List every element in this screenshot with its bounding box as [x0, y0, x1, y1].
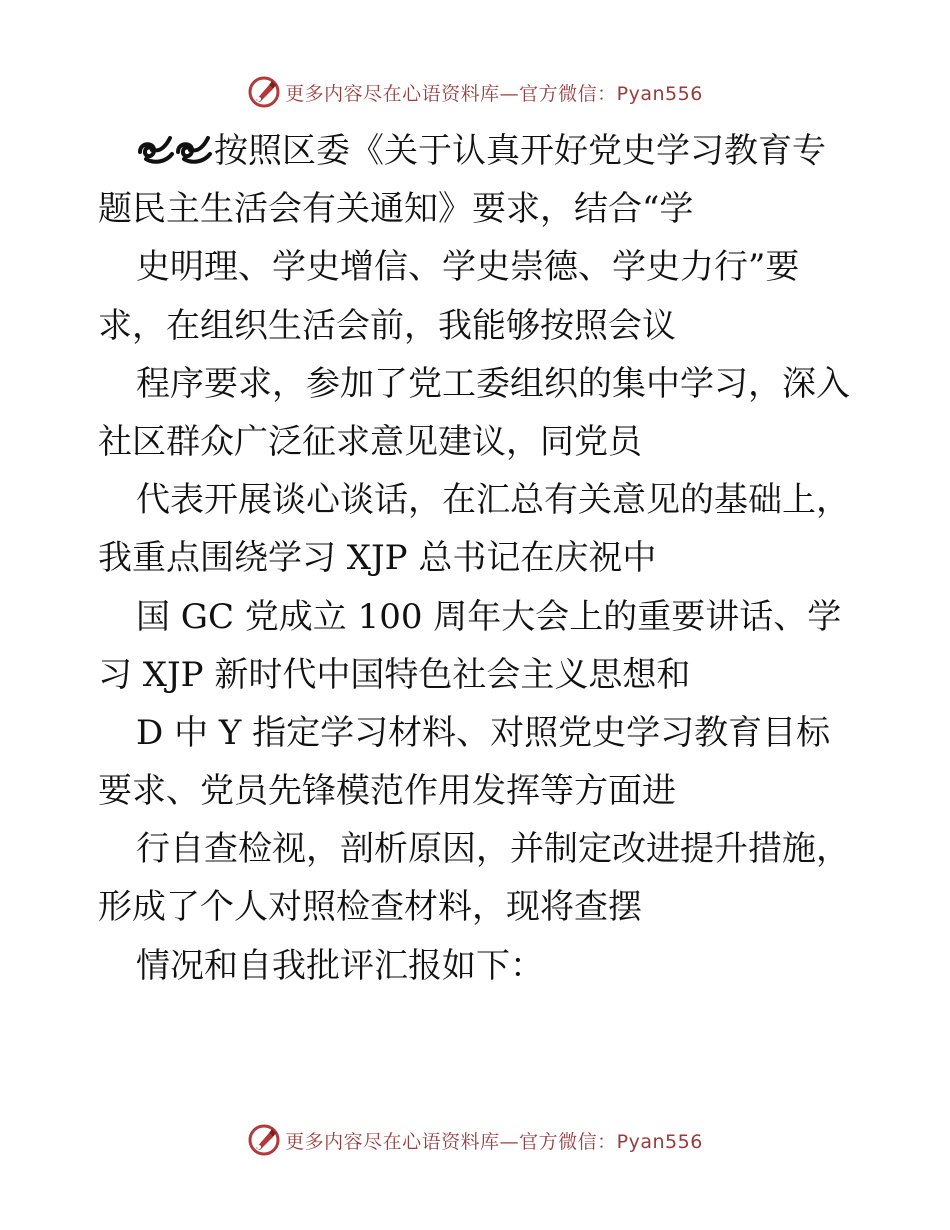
paragraph-line-5: 程序要求，参加了党工委组织的集中学习，深入 [136, 363, 850, 404]
header-watermark [0, 70, 950, 114]
paragraph-line-4: 求，在组织生活会前，我能够按照会议 [98, 305, 676, 346]
paragraph-line-10: 习 XJP 新时代中国特色社会主义思想和 [98, 654, 691, 695]
watermark-text: 更多内容尽在心语资料库—官方微信：Pyan556 [285, 1130, 703, 1153]
paragraph-line-7: 代表开展谈心谈话，在汇总有关意见的基础上， [136, 480, 850, 521]
double-swirl-ornament-icon [136, 132, 214, 166]
pen-nib-logo-icon [247, 75, 281, 109]
paragraph-line-6: 社区群众广泛征求意见建议，同党员 [98, 421, 642, 462]
footer-watermark [0, 1118, 950, 1162]
watermark-text: 更多内容尽在心语资料库—官方微信：Pyan556 [285, 82, 703, 105]
paragraph-line-15: 情况和自我批评汇报如下： [136, 945, 544, 986]
watermark-wechat-id: Pyan556 [616, 82, 703, 105]
paragraph-line-11: D 中 Y 指定学习材料、对照党史学习教育目标 [136, 712, 831, 753]
paragraph-line-9: 国 GC 党成立 100 周年大会上的重要讲话、学 [136, 596, 842, 637]
paragraph-line-3: 史明理、学史增信、学史崇德、学史力行”要 [136, 247, 800, 288]
paragraph-line-8: 我重点围绕学习 XJP 总书记在庆祝中 [98, 538, 657, 579]
paragraph-line-2: 题民主生活会有关通知》要求，结合“学 [98, 189, 694, 230]
watermark-wechat-id: Pyan556 [616, 1130, 703, 1153]
pen-nib-logo-icon [247, 1123, 281, 1157]
paragraph-line-14: 形成了个人对照检查材料，现将查摆 [98, 887, 642, 928]
document-body [98, 122, 868, 995]
paragraph-line-1: 按照区委《关于认真开好党史学习教育专 [98, 122, 868, 180]
paragraph-line-12: 要求、党员先锋模范作用发挥等方面进 [98, 771, 676, 812]
paragraph-line-13: 行自查检视，剖析原因，并制定改进提升措施， [136, 829, 850, 870]
